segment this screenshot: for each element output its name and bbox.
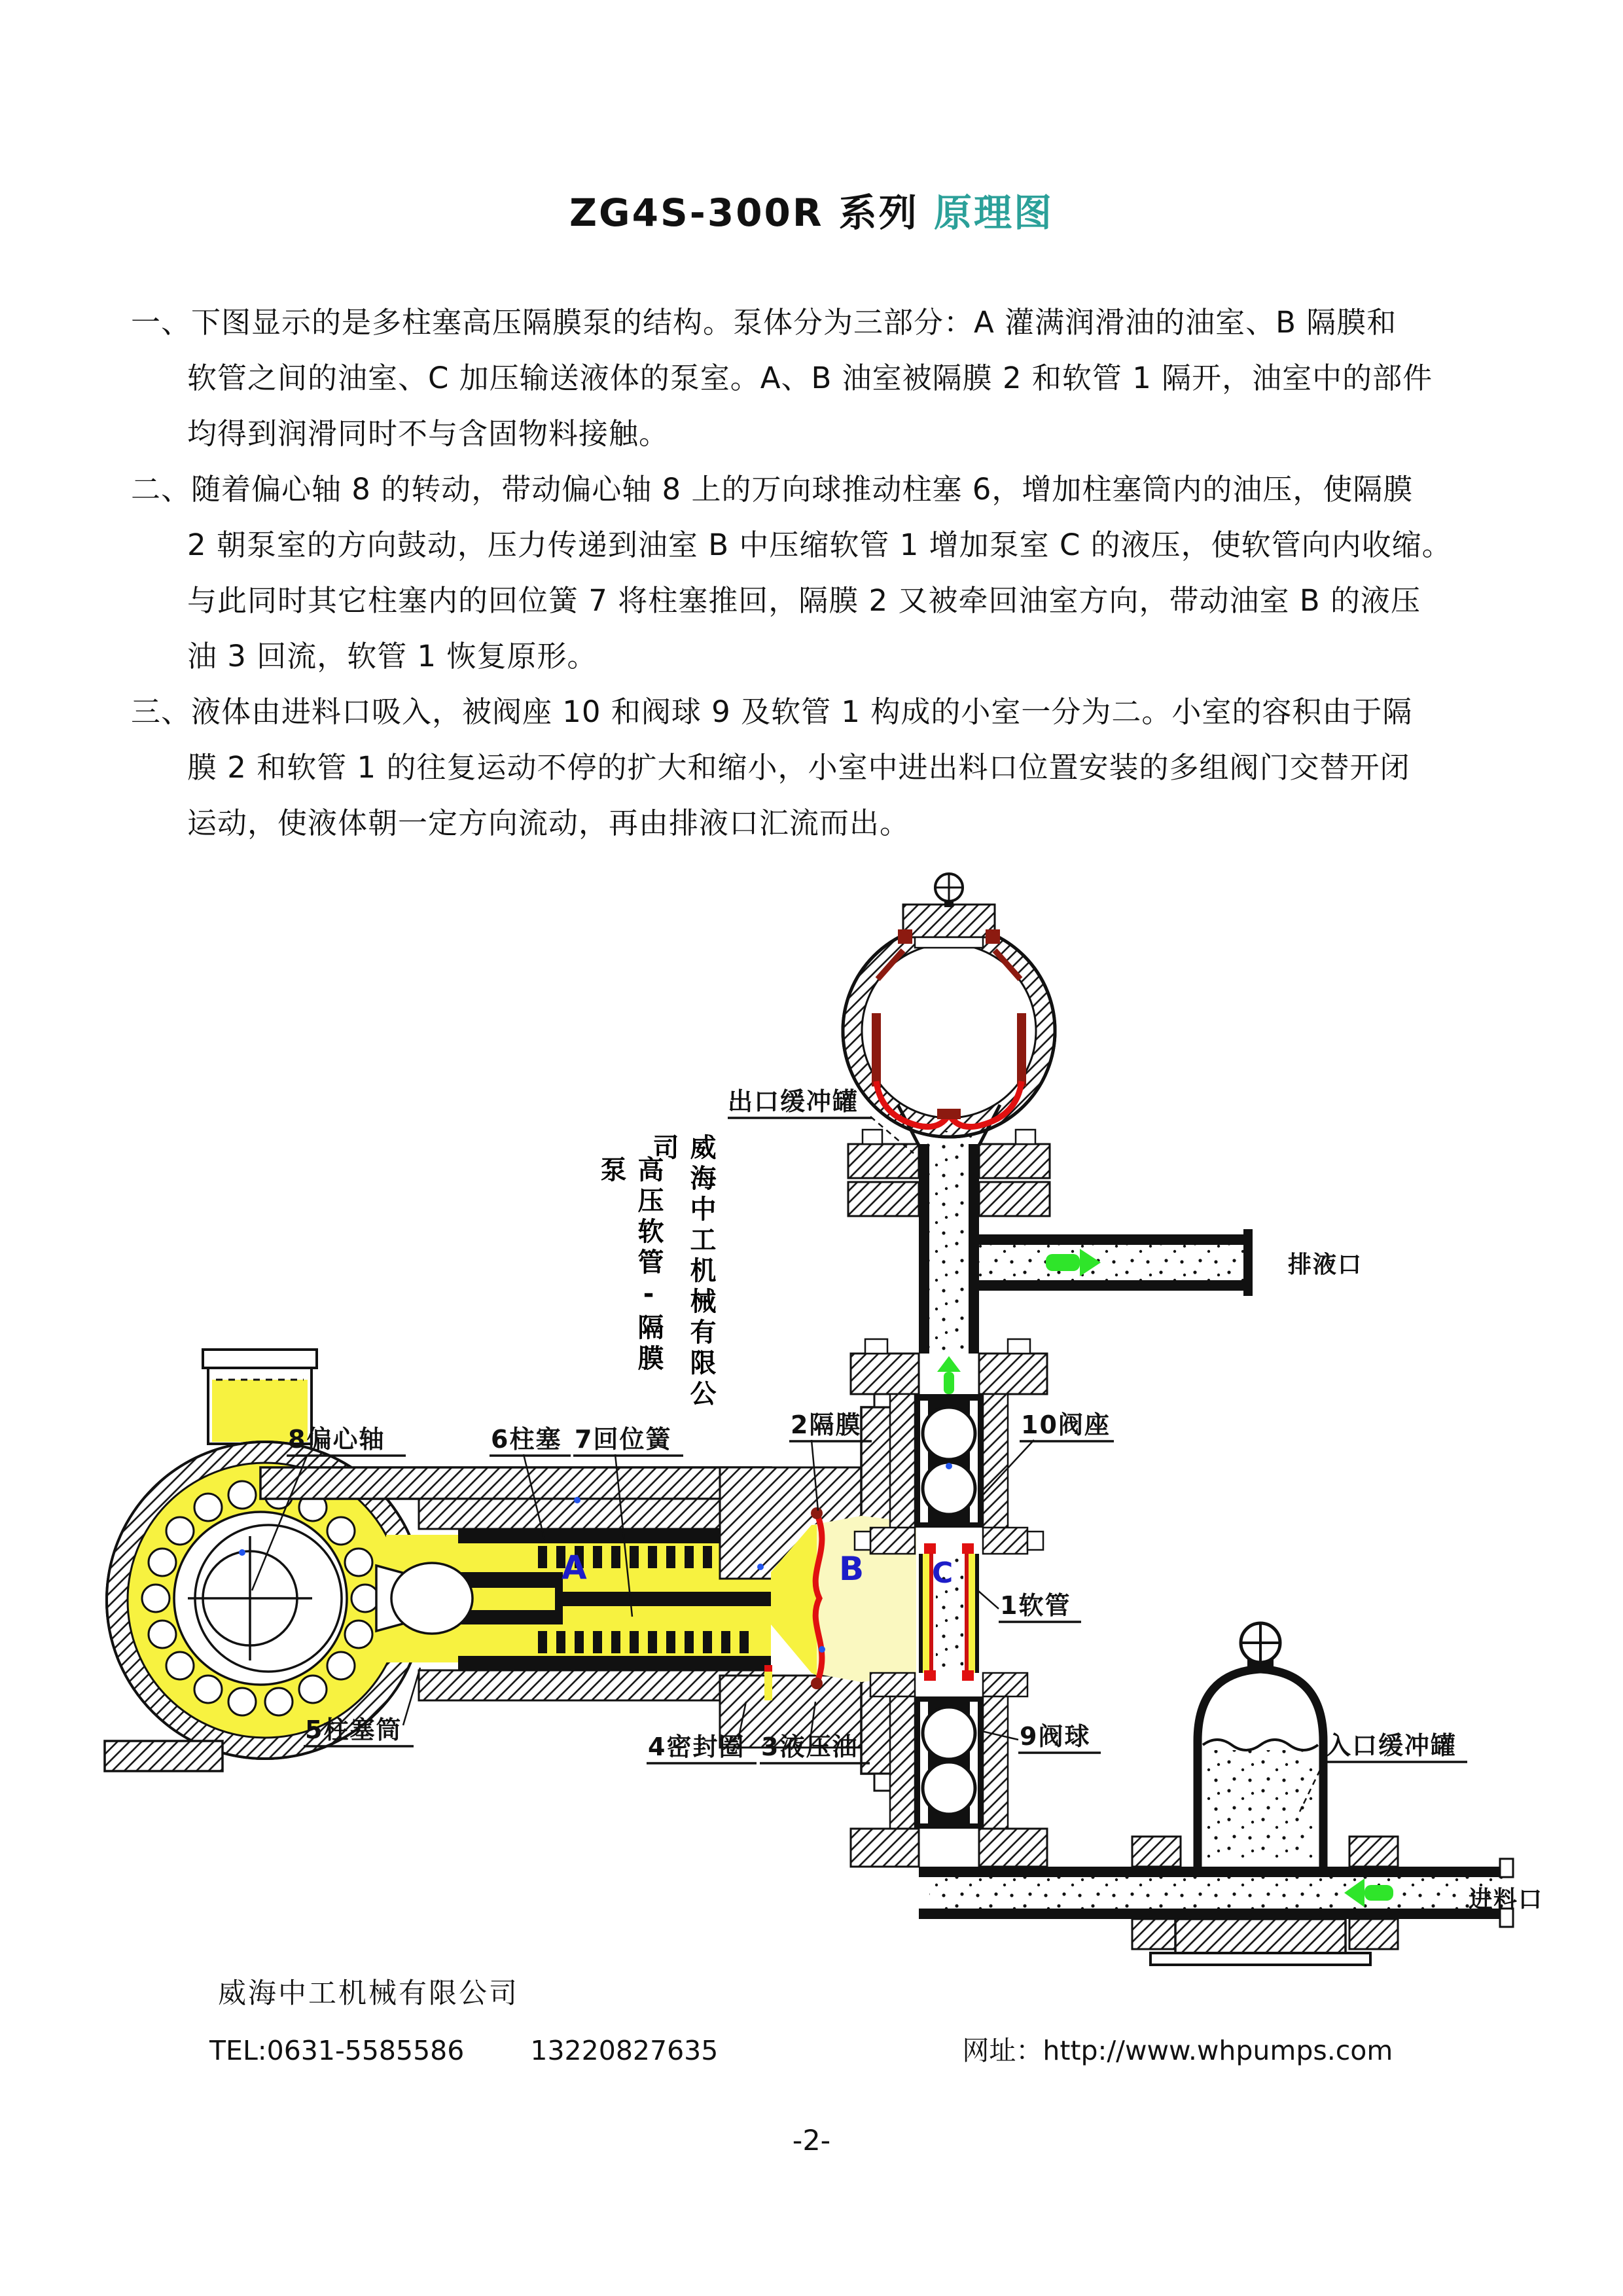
- body-line: 油 3 回流，软管 1 恢复原形。: [187, 639, 597, 673]
- label-part6-plunger: 6柱塞: [491, 1425, 562, 1454]
- footer-mobile-number: 13220827635: [530, 2035, 719, 2066]
- body-line: 膜 2 和软管 1 的往复运动不停的扩大和缩小，小室中进出料口位置安装的多组阀门交替开闭: [187, 750, 1410, 785]
- label-inlet-port: 进料口: [1469, 1886, 1544, 1913]
- universal-ball-joint: [376, 1563, 473, 1634]
- label-part7-return-spring: 7回位簧: [575, 1425, 672, 1454]
- body-line: 软管之间的油室、C 加压输送液体的泵室。A、B 油室被隔膜 2 和软管 1 隔开，油室中的部件: [187, 361, 1433, 395]
- page-number: -2-: [792, 2125, 831, 2157]
- label-part8-eccentric-shaft: 8偏心轴: [288, 1425, 385, 1454]
- page-title-main: ZG4S-300R 系列: [569, 190, 919, 235]
- label-part4-seal: 4密封圈: [648, 1732, 745, 1761]
- label-outlet-port: 排液口: [1288, 1251, 1363, 1278]
- chamber-b-letter: B: [839, 1550, 865, 1588]
- label-part9-valve-ball: 9阀球: [1020, 1722, 1091, 1751]
- body-line: 均得到润滑同时不与含固物料接触。: [187, 416, 669, 451]
- outlet-buffer-tank: [843, 874, 1055, 1149]
- body-line: 与此同时其它柱塞内的回位簧 7 将柱塞推回，隔膜 2 又被牵回油室方向，带动油室 B 的液压: [187, 583, 1421, 618]
- label-discharge-tank: 出口缓冲罐: [728, 1087, 859, 1116]
- barrel-top-block: [419, 1499, 771, 1529]
- eccentric-shaft: [174, 1512, 347, 1685]
- label-inlet-tank: 入口缓冲罐: [1326, 1731, 1457, 1760]
- page-title-accent: 原理图: [933, 190, 1054, 235]
- footer-web-label: 网址：: [962, 2035, 1043, 2066]
- footer-contact-line: [209, 2029, 1393, 2068]
- body-line: 三、液体由进料口吸入，被阀座 10 和阀球 9 及软管 1 构成的小室一分为二。小室的容积由于隔: [131, 694, 1413, 729]
- footer-tel-number: TEL:0631-5585586: [209, 2035, 465, 2066]
- valve-ball: [923, 1407, 975, 1460]
- label-part3-hydraulic-oil: 3液压油: [761, 1732, 859, 1761]
- valve-column: [848, 1130, 1253, 1867]
- foundation-slab: [1175, 1919, 1346, 1953]
- body-line: 一、下图显示的是多柱塞高压隔膜泵的结构。泵体分为三部分：A 灌满润滑油的油室、B 隔膜和: [131, 305, 1397, 340]
- diagram-company-vertical-text: 威海中工机械有限公司: [649, 1134, 716, 1410]
- chamber-c-letter: C: [932, 1556, 954, 1590]
- footer-company-name: 威海中工机械有限公司: [218, 1977, 519, 2010]
- label-part1-hose: 1软管: [1000, 1591, 1071, 1620]
- flow-arrow-up: [937, 1356, 961, 1394]
- body-line: 运动，使液体朝一定方向流动，再由排液口汇流而出。: [187, 806, 910, 840]
- body-line: 二、随着偏心轴 8 的转动，带动偏心轴 8 上的万向球推动柱塞 6，增加柱塞筒内的油压，使隔膜: [131, 472, 1414, 507]
- footer-website-url[interactable]: http://www.whpumps.com: [1043, 2035, 1393, 2066]
- chamber-a-letter: A: [562, 1549, 587, 1587]
- discharge-valve: [890, 1394, 1008, 1528]
- diagram-product-vertical-text: 高压软管-隔膜泵: [596, 1156, 664, 1375]
- body-top-plate: [260, 1467, 771, 1499]
- suction-valve: [890, 1696, 1008, 1829]
- label-part10-valve-seat: 10阀座: [1021, 1410, 1111, 1439]
- valve-ball: [923, 1707, 975, 1759]
- body-line: 2 朝泵室的方向鼓动，压力传递到油室 B 中压缩软管 1 增加泵室 C 的液压，使软管向内收缩。: [187, 528, 1452, 562]
- barrel-bottom-block: [419, 1670, 771, 1700]
- label-part5-plunger-barrel: 5柱塞筒: [305, 1715, 402, 1744]
- discharge-pipe: [979, 1229, 1253, 1296]
- oil-channel: [764, 1670, 772, 1700]
- push-rod: [563, 1592, 779, 1606]
- valve-ball: [923, 1762, 975, 1814]
- valve-ball: [923, 1462, 975, 1515]
- label-part2-diaphragm: 2隔膜: [791, 1410, 862, 1439]
